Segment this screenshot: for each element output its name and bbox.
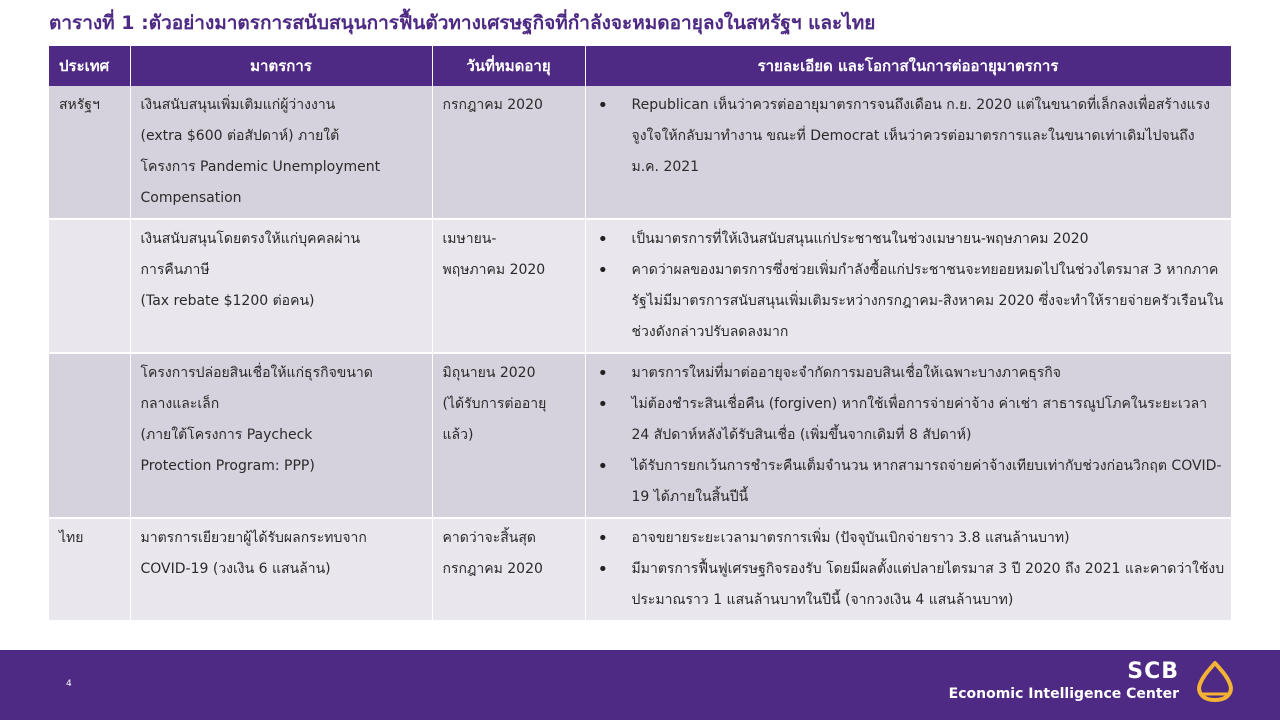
details-cell [585,86,1231,219]
detail-bullet: • เป็นมาตรการที่ให้เงินสนับสนุนแก่ประชาชนในช่วงเมษายน-พฤษภาคม 2020 [596,224,1225,255]
detail-bullet: • Republican เห็นว่าควรต่ออายุมาตรการจนถึงเดือน ก.ย. 2020 แต่ในขนาดที่เล็กลงเพื่อสร้างแรงจูงใจให้กลับมาทำงาน ขณะที่ Democrat เห็นว่าควรต่อมาตรการและในขนาดเท่าเดิมไปจนถึง ม.ค. 2021 [596,90,1225,183]
brand-name: SCB [1127,659,1179,684]
country-cell [49,353,130,518]
page-number: 4 [66,679,72,689]
detail-bullet: • ได้รับการยกเว้นการชำระคืนเต็มจำนวน หากสามารถจ่ายค่าจ้างเทียบเท่ากับช่วงก่อนวิกฤต COVID-19 ได้ภายในสิ้นปีนี้ [596,451,1225,513]
expiry-cell [432,86,585,219]
measure-line: โครงการ Pandemic Unemployment [140,159,381,175]
measure-line: (extra $600 ต่อสัปดาห์) ภายใต้ [140,128,340,144]
detail-bullet: • คาดว่าผลของมาตรการซึ่งช่วยเพิ่มกำลังซื้อแก่ประชาชนจะทยอยหมดไปในช่วงไตรมาส 3 หากภาครัฐไม่มีมาตรการสนับสนุนเพิ่มเติมระหว่างกรกฎาคม-สิงหาคม 2020 ซึ่งจะทำให้รายจ่ายครัวเรือนในช่วงดังกล่าวปรับลดลงมาก [596,255,1225,348]
header-expiry: วันที่หมดอายุ [432,46,585,86]
measure-cell [130,219,432,353]
details-list [596,358,1225,513]
measure-cell [130,518,432,621]
expiry-line: คาดว่าจะสิ้นสุด [442,530,537,546]
details-cell [585,353,1231,518]
header-details: รายละเอียด และโอกาสในการต่ออายุมาตรการ [585,46,1231,86]
measure-line: การคืนภาษี [140,262,210,278]
expiry-line: มิถุนายน 2020 [442,365,536,381]
measure-line: เงินสนับสนุนเพิ่มเติมแก่ผู้ว่างงาน [140,97,336,113]
detail-bullet: • มีมาตรการฟื้นฟูเศรษฐกิจรองรับ โดยมีผลตั้งแต่ปลายไตรมาส 3 ปี 2020 ถึง 2021 และคาดว่าใช้งบประมาณราว 1 แสนล้านบาทในปีนี้ (จากวงเงิน 4 แสนล้านบาท) [596,554,1225,616]
details-list [596,224,1225,348]
detail-bullet: • มาตรการใหม่ที่มาต่ออายุจะจำกัดการมอบสินเชื่อให้เฉพาะบางภาคธุรกิจ [596,358,1225,389]
expiry-cell [432,518,585,621]
footer-bar [0,650,1280,720]
table-row [49,86,1231,219]
table-row [49,219,1231,353]
details-cell [585,219,1231,353]
details-list [596,90,1225,183]
measure-line: โครงการปล่อยสินเชื่อให้แก่ธุรกิจขนาด [140,365,373,381]
measure-line: เงินสนับสนุนโดยตรงให้แก่บุคคลผ่าน [140,231,361,247]
measure-line: COVID-19 (วงเงิน 6 แสนล้าน) [140,561,331,577]
measure-line: Protection Program: PPP) [140,458,315,474]
table-row [49,353,1231,518]
table-header-row [49,46,1231,86]
expiry-line: พฤษภาคม 2020 [442,262,546,278]
measure-cell [130,86,432,219]
measure-cell [130,353,432,518]
country-cell: สหรัฐฯ [49,86,130,219]
country-cell: ไทย [49,518,130,621]
expiry-line: แล้ว) [442,427,474,443]
scb-lotus-icon [1194,660,1236,704]
measures-table [49,46,1232,622]
detail-bullet: • อาจขยายระยะเวลามาตรการเพิ่ม (ปัจจุบันเบิกจ่ายราว 3.8 แสนล้านบาท) [596,523,1225,554]
header-measure: มาตรการ [130,46,432,86]
page-title: ตารางที่ 1 :ตัวอย่างมาตรการสนับสนุนการฟื้นตัวทางเศรษฐกิจที่กำลังจะหมดอายุลงในสหรัฐฯ และไทย [49,12,876,34]
measure-line: มาตรการเยียวยาผู้ได้รับผลกระทบจาก [140,530,367,546]
measure-line: (Tax rebate $1200 ต่อคน) [140,293,315,309]
measure-line: (ภายใต้โครงการ Paycheck [140,427,313,443]
expiry-line: เมษายน- [442,231,497,247]
table-row [49,518,1231,621]
country-cell [49,219,130,353]
expiry-cell [432,353,585,518]
header-country: ประเทศ [49,46,130,86]
details-cell [585,518,1231,621]
brand-block [949,660,1179,704]
brand-subtitle: Economic Intelligence Center [948,686,1179,702]
expiry-line: กรกฎาคม 2020 [442,561,543,577]
measure-line: Compensation [140,190,242,206]
expiry-line: กรกฎาคม 2020 [442,97,543,113]
details-list [596,523,1225,616]
expiry-line: (ได้รับการต่ออายุ [442,396,547,412]
expiry-cell [432,219,585,353]
detail-bullet: • ไม่ต้องชำระสินเชื่อคืน (forgiven) หากใช้เพื่อการจ่ายค่าจ้าง ค่าเช่า สาธารณูปโภคในระยะเวลา 24 สัปดาห์หลังได้รับสินเชื่อ (เพิ่มขึ้นจากเดิมที่ 8 สัปดาห์) [596,389,1225,451]
measure-line: กลางและเล็ก [140,396,220,412]
